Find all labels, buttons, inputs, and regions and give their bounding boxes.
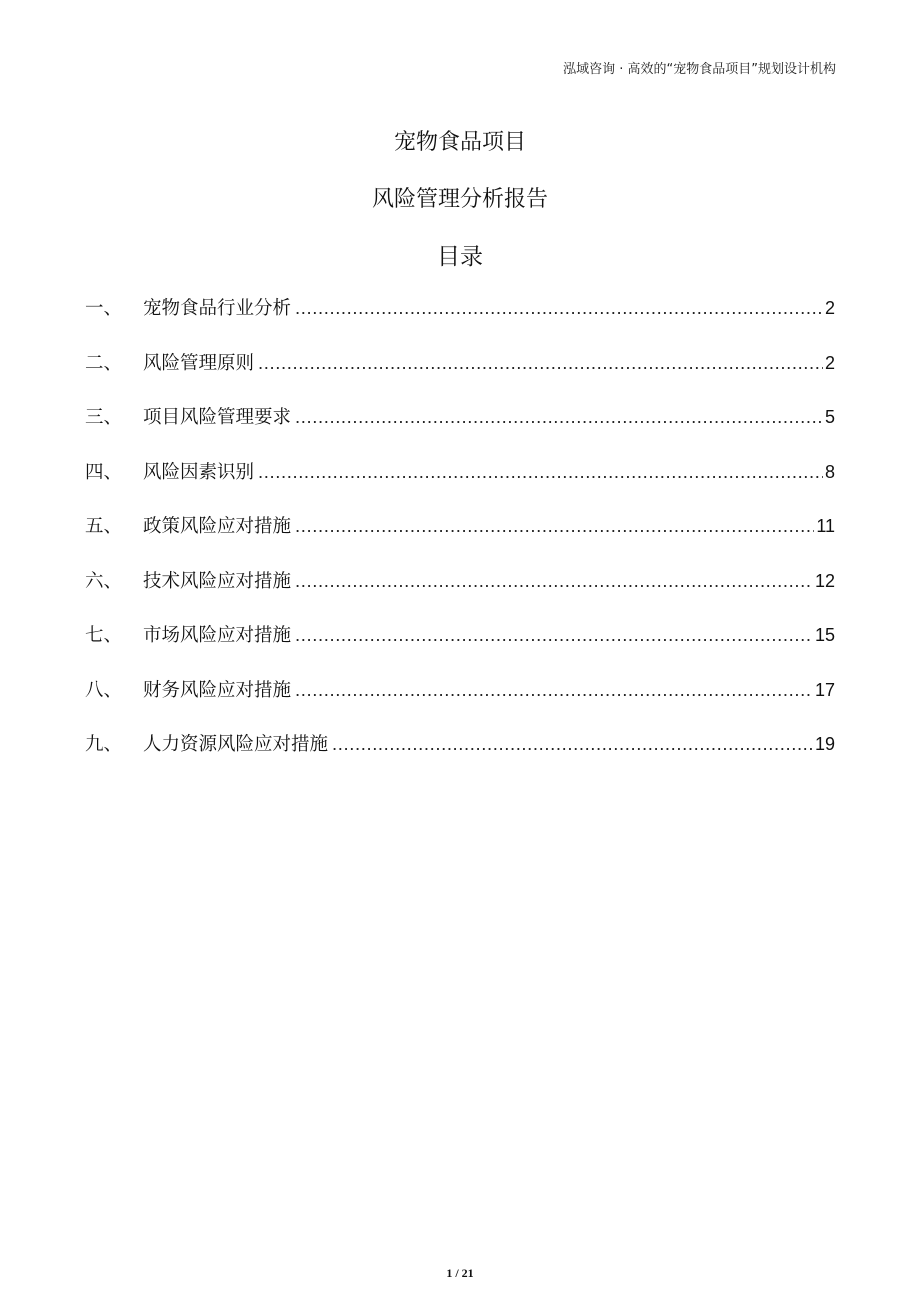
toc-entry-number: 一、 — [85, 298, 123, 319]
toc-heading: 目录 — [437, 244, 483, 270]
report-title: 风险管理分析报告 — [371, 187, 548, 212]
toc-entry-number: 八、 — [85, 679, 123, 701]
toc-dot-leader — [295, 406, 823, 428]
toc-entry-page: 2 — [824, 298, 835, 318]
toc-entry-label: 风险因素识别 — [143, 461, 255, 483]
toc-entry-number: 六、 — [85, 570, 123, 592]
project-title: 宠物食品项目 — [393, 130, 526, 155]
toc-entry-label: 市场风险应对措施 — [143, 625, 292, 646]
toc-entry-4[interactable] — [85, 458, 835, 513]
toc-entry-5[interactable] — [85, 512, 835, 567]
toc-entry-9[interactable] — [85, 730, 835, 785]
page-footer-indicator: 1 / 21 — [446, 1266, 474, 1280]
toc-entry-8[interactable] — [85, 676, 835, 731]
toc-entry-number: 七、 — [85, 625, 123, 646]
toc-entry-label: 宠物食品行业分析 — [143, 298, 292, 319]
toc-entry-page: 12 — [814, 570, 835, 591]
toc-dot-leader — [258, 461, 823, 483]
toc-entry-number: 二、 — [85, 352, 123, 374]
toc-entry-label: 人力资源风险应对措施 — [143, 734, 329, 755]
toc-dot-leader — [295, 570, 813, 592]
toc-dot-leader — [258, 352, 823, 374]
toc-entry-label: 财务风险应对措施 — [143, 679, 292, 701]
toc-entry-3[interactable] — [85, 403, 835, 458]
toc-entry-label: 风险管理原则 — [143, 352, 255, 374]
page-header: 泓域咨询 · 高效的“宠物食品项目”规划设计机构 — [563, 62, 836, 77]
toc-entry-number: 九、 — [85, 734, 123, 755]
toc-entry-number: 三、 — [85, 407, 123, 428]
toc-entry-2[interactable] — [85, 349, 835, 404]
toc-dot-leader — [295, 679, 813, 701]
toc-entry-page: 15 — [814, 625, 835, 645]
toc-entry-page: 17 — [814, 679, 835, 700]
toc-entry-label: 项目风险管理要求 — [143, 407, 292, 428]
toc-entry-page: 8 — [824, 461, 835, 482]
toc-entry-6[interactable] — [85, 567, 835, 622]
toc-entry-page: 11 — [816, 516, 835, 536]
toc-entry-label: 政策风险应对措施 — [143, 516, 292, 537]
toc-entry-page: 2 — [824, 352, 835, 373]
toc-entry-page: 5 — [824, 407, 835, 427]
toc-dot-leader — [332, 733, 813, 755]
toc-dot-leader — [295, 515, 814, 537]
toc-entry-7[interactable] — [85, 621, 835, 676]
toc-entry-number: 四、 — [85, 461, 123, 483]
toc-dot-leader — [295, 624, 813, 646]
toc-entry-page: 19 — [814, 734, 835, 754]
table-of-contents — [85, 294, 835, 785]
toc-dot-leader — [295, 297, 823, 319]
toc-entry-1[interactable] — [85, 294, 835, 349]
toc-entry-label: 技术风险应对措施 — [143, 570, 292, 592]
toc-entry-number: 五、 — [85, 516, 123, 537]
